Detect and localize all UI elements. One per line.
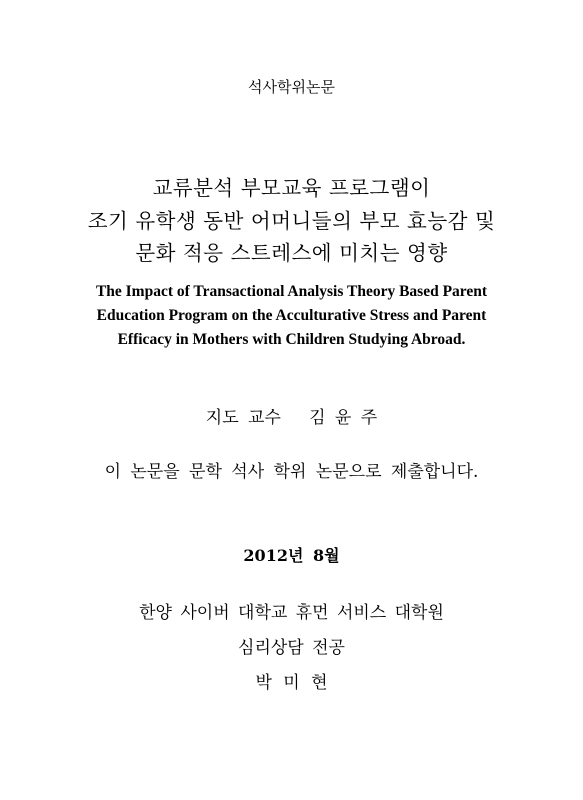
submission-statement: 이 논문을 문학 석사 학위 논문으로 제출합니다. [104,462,479,482]
advisor: 지도 교수 김 윤 주 [205,408,378,428]
submission-date: 2012년 8월 [243,546,340,565]
english-title-line-3: Efficacy in Mothers with Children Studying Abroad. [117,331,466,348]
degree-type: 석사학위논문 [248,78,335,96]
korean-title-line-2: 조기 유학생 동반 어머니들의 부모 효능감 및 [87,209,496,233]
english-title-line-2: Education Program on the Acculturative Stress and Parent [96,307,487,324]
author-name: 박 미 현 [255,673,328,693]
korean-title-line-3: 문화 적응 스트레스에 미치는 영향 [135,241,448,265]
korean-title-line-1: 교류분석 부모교육 프로그램이 [152,176,431,200]
university-name: 한양 사이버 대학교 휴먼 서비스 대학원 [139,603,444,623]
major: 심리상담 전공 [238,638,345,658]
english-title-line-1: The Impact of Transactional Analysis Theory Based Parent [95,283,488,300]
